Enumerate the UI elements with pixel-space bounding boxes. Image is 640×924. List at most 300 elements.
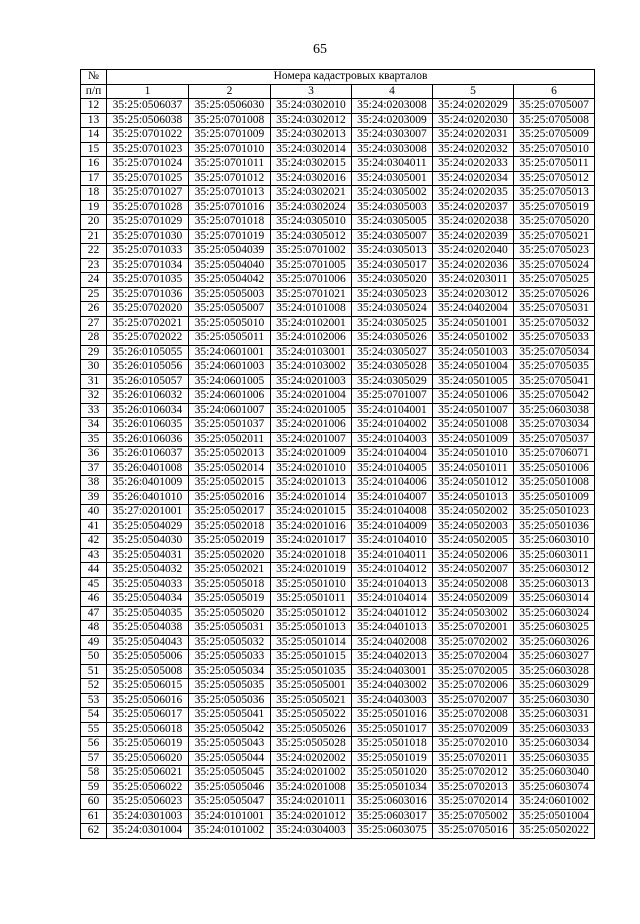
cadastral-number-cell: 35:24:0302015 (271, 157, 352, 172)
row-number-cell: 23 (81, 258, 107, 273)
row-number-cell: 40 (81, 505, 107, 520)
cadastral-number-cell: 35:25:0701002 (271, 244, 352, 259)
table-row (81, 548, 595, 563)
cadastral-number-cell: 35:25:0502017 (189, 505, 271, 520)
cadastral-number-cell: 35:25:0705032 (514, 316, 595, 331)
cadastral-number-cell: 35:25:0505007 (189, 302, 271, 317)
cadastral-number-cell: 35:25:0505003 (189, 287, 271, 302)
cadastral-number-cell: 35:25:0505044 (189, 751, 271, 766)
cadastral-number-cell: 35:24:0104010 (352, 534, 433, 549)
cadastral-number-cell: 35:27:0201001 (107, 505, 189, 520)
cadastral-number-cell: 35:24:0202034 (433, 171, 514, 186)
cadastral-number-cell: 35:25:0603074 (514, 780, 595, 795)
row-number-cell: 31 (81, 374, 107, 389)
cadastral-number-cell: 35:25:0506022 (107, 780, 189, 795)
row-number-cell: 24 (81, 273, 107, 288)
cadastral-number-cell: 35:24:0403002 (352, 679, 433, 694)
cadastral-number-cell: 35:26:0106035 (107, 418, 189, 433)
cadastral-number-cell: 35:24:0402008 (352, 635, 433, 650)
page-number: 65 (313, 42, 327, 57)
cadastral-number-cell: 35:24:0501006 (433, 389, 514, 404)
table-row (81, 519, 595, 534)
cadastral-number-cell: 35:25:0505019 (189, 592, 271, 607)
cadastral-number-cell: 35:25:0505001 (271, 679, 352, 694)
cadastral-number-cell: 35:25:0705026 (514, 287, 595, 302)
cadastral-number-cell: 35:24:0203011 (433, 273, 514, 288)
table-row (81, 403, 595, 418)
cadastral-number-cell: 35:24:0201010 (271, 461, 352, 476)
cadastral-number-cell: 35:24:0305029 (352, 374, 433, 389)
cadastral-number-cell: 35:25:0705034 (514, 345, 595, 360)
table-row (81, 505, 595, 520)
table-row (81, 418, 595, 433)
row-number-cell: 56 (81, 737, 107, 752)
cadastral-number-cell: 35:25:0603027 (514, 650, 595, 665)
row-number-cell: 36 (81, 447, 107, 462)
cadastral-number-cell: 35:25:0501011 (271, 592, 352, 607)
cadastral-number-cell: 35:24:0501001 (433, 316, 514, 331)
cadastral-number-cell: 35:26:0401009 (107, 476, 189, 491)
cadastral-number-cell: 35:24:0201003 (271, 374, 352, 389)
cadastral-number-cell: 35:24:0501004 (433, 360, 514, 375)
row-number-cell: 50 (81, 650, 107, 665)
row-number-cell: 28 (81, 331, 107, 346)
cadastral-number-cell: 35:25:0505008 (107, 664, 189, 679)
cadastral-number-cell: 35:26:0401010 (107, 490, 189, 505)
cadastral-number-cell: 35:25:0701028 (107, 200, 189, 215)
cadastral-number-cell: 35:25:0702001 (433, 621, 514, 636)
row-number-cell: 25 (81, 287, 107, 302)
cadastral-number-cell: 35:25:0505011 (189, 331, 271, 346)
cadastral-number-cell: 35:24:0203009 (352, 113, 433, 128)
cadastral-number-cell: 35:25:0702010 (433, 737, 514, 752)
cadastral-number-cell: 35:24:0502008 (433, 577, 514, 592)
cadastral-number-cell: 35:25:0505042 (189, 722, 271, 737)
cadastral-number-cell: 35:24:0601007 (189, 403, 271, 418)
cadastral-number-cell: 35:24:0102001 (271, 316, 352, 331)
cadastral-number-cell: 35:25:0705010 (514, 142, 595, 157)
cadastral-number-cell: 35:26:0106036 (107, 432, 189, 447)
cadastral-number-cell: 35:25:0504031 (107, 548, 189, 563)
cadastral-number-cell: 35:25:0506037 (107, 99, 189, 114)
cadastral-number-cell: 35:24:0502002 (433, 505, 514, 520)
cadastral-number-cell: 35:25:0705037 (514, 432, 595, 447)
cadastral-number-cell: 35:26:0106037 (107, 447, 189, 462)
row-number-cell: 61 (81, 809, 107, 824)
cadastral-number-cell: 35:24:0502005 (433, 534, 514, 549)
cadastral-number-cell: 35:24:0501010 (433, 447, 514, 462)
cadastral-number-cell: 35:25:0705002 (433, 809, 514, 824)
cadastral-number-cell: 35:25:0702005 (433, 664, 514, 679)
cadastral-number-cell: 35:25:0506017 (107, 708, 189, 723)
cadastral-number-cell: 35:25:0504030 (107, 534, 189, 549)
cadastral-number-cell: 35:24:0303007 (352, 128, 433, 143)
cadastral-number-cell: 35:24:0302010 (271, 99, 352, 114)
row-number-cell: 30 (81, 360, 107, 375)
cadastral-number-cell: 35:24:0202032 (433, 142, 514, 157)
cadastral-number-cell: 35:24:0201013 (271, 476, 352, 491)
row-number-cell: 57 (81, 751, 107, 766)
cadastral-number-cell: 35:25:0501013 (271, 621, 352, 636)
cadastral-number-cell: 35:25:0705041 (514, 374, 595, 389)
cadastral-number-cell: 35:24:0304011 (352, 157, 433, 172)
cadastral-number-cell: 35:25:0603011 (514, 548, 595, 563)
cadastral-number-cell: 35:24:0202033 (433, 157, 514, 172)
cadastral-number-cell: 35:25:0505036 (189, 693, 271, 708)
cadastral-number-cell: 35:25:0505022 (271, 708, 352, 723)
cadastral-number-cell: 35:25:0705035 (514, 360, 595, 375)
cadastral-number-cell: 35:25:0701018 (189, 215, 271, 230)
cadastral-number-cell: 35:25:0603026 (514, 635, 595, 650)
cadastral-number-cell: 35:24:0502003 (433, 519, 514, 534)
column-header-6: 6 (514, 84, 595, 99)
cadastral-number-cell: 35:25:0502021 (189, 563, 271, 578)
table-row (81, 824, 595, 839)
cadastral-number-cell: 35:24:0401013 (352, 621, 433, 636)
cadastral-number-cell: 35:25:0702021 (107, 316, 189, 331)
cadastral-number-cell: 35:25:0701016 (189, 200, 271, 215)
table-row (81, 200, 595, 215)
table-row (81, 708, 595, 723)
cadastral-number-cell: 35:24:0201015 (271, 505, 352, 520)
cadastral-number-cell: 35:25:0504038 (107, 621, 189, 636)
cadastral-number-cell: 35:25:0701010 (189, 142, 271, 157)
cadastral-number-cell: 35:25:0702002 (433, 635, 514, 650)
cadastral-number-cell: 35:25:0603028 (514, 664, 595, 679)
cadastral-number-cell: 35:25:0701006 (271, 273, 352, 288)
row-number-cell: 18 (81, 186, 107, 201)
cadastral-number-cell: 35:25:0502011 (189, 432, 271, 447)
header-row-columns (81, 84, 595, 99)
cadastral-number-cell: 35:24:0101002 (189, 824, 271, 839)
table-row (81, 287, 595, 302)
table-row (81, 635, 595, 650)
cadastral-number-cell: 35:25:0504034 (107, 592, 189, 607)
cadastral-number-cell: 35:25:0702008 (433, 708, 514, 723)
cadastral-number-cell: 35:25:0501037 (189, 418, 271, 433)
cadastral-number-cell: 35:25:0705023 (514, 244, 595, 259)
cadastral-number-cell: 35:24:0201007 (271, 432, 352, 447)
cadastral-number-cell: 35:25:0501012 (271, 606, 352, 621)
cadastral-number-cell: 35:25:0701009 (189, 128, 271, 143)
cadastral-number-cell: 35:25:0701023 (107, 142, 189, 157)
cadastral-number-cell: 35:25:0603035 (514, 751, 595, 766)
row-number-cell: 32 (81, 389, 107, 404)
cadastral-number-cell: 35:24:0402004 (433, 302, 514, 317)
cadastral-number-cell: 35:24:0104008 (352, 505, 433, 520)
cadastral-number-cell: 35:24:0201005 (271, 403, 352, 418)
cadastral-number-cell: 35:24:0103002 (271, 360, 352, 375)
cadastral-number-cell: 35:24:0501012 (433, 476, 514, 491)
cadastral-number-cell: 35:24:0201016 (271, 519, 352, 534)
cadastral-number-cell: 35:25:0505046 (189, 780, 271, 795)
cadastral-number-cell: 35:24:0403001 (352, 664, 433, 679)
row-number-cell: 19 (81, 200, 107, 215)
cadastral-number-cell: 35:24:0101001 (189, 809, 271, 824)
table-body (81, 99, 595, 839)
row-number-cell: 55 (81, 722, 107, 737)
cadastral-number-cell: 35:25:0603075 (352, 824, 433, 839)
cadastral-number-cell: 35:24:0301003 (107, 809, 189, 824)
cadastral-number-cell: 35:25:0506016 (107, 693, 189, 708)
cadastral-number-cell: 35:25:0701013 (189, 186, 271, 201)
cadastral-number-cell: 35:25:0701025 (107, 171, 189, 186)
table-row (81, 432, 595, 447)
cadastral-number-cell: 35:24:0302024 (271, 200, 352, 215)
cadastral-number-cell: 35:25:0504039 (189, 244, 271, 259)
table-row (81, 795, 595, 810)
cadastral-number-cell: 35:24:0103001 (271, 345, 352, 360)
row-number-cell: 49 (81, 635, 107, 650)
cadastral-number-cell: 35:24:0202029 (433, 99, 514, 114)
cadastral-number-cell: 35:25:0506015 (107, 679, 189, 694)
cadastral-number-cell: 35:25:0603034 (514, 737, 595, 752)
table-row (81, 664, 595, 679)
cadastral-number-cell: 35:25:0702007 (433, 693, 514, 708)
cadastral-number-cell: 35:25:0502020 (189, 548, 271, 563)
cadastral-number-cell: 35:24:0104001 (352, 403, 433, 418)
cadastral-number-cell: 35:25:0506021 (107, 766, 189, 781)
cadastral-number-cell: 35:25:0701029 (107, 215, 189, 230)
cadastral-number-cell: 35:25:0501034 (352, 780, 433, 795)
cadastral-number-cell: 35:25:0506018 (107, 722, 189, 737)
cadastral-number-cell: 35:25:0501018 (352, 737, 433, 752)
cadastral-number-cell: 35:24:0201004 (271, 389, 352, 404)
table-row (81, 606, 595, 621)
table-row (81, 737, 595, 752)
table-row (81, 258, 595, 273)
cadastral-number-cell: 35:24:0305023 (352, 287, 433, 302)
row-number-cell: 33 (81, 403, 107, 418)
row-number-cell: 53 (81, 693, 107, 708)
table-row (81, 766, 595, 781)
cadastral-number-cell: 35:24:0305026 (352, 331, 433, 346)
row-number-header (81, 70, 107, 85)
cadastral-number-cell: 35:25:0705031 (514, 302, 595, 317)
row-number-cell: 35 (81, 432, 107, 447)
cadastral-number-cell: 35:24:0104005 (352, 461, 433, 476)
cadastral-number-cell: 35:24:0201012 (271, 809, 352, 824)
table-row (81, 809, 595, 824)
cadastral-number-cell: 35:24:0402013 (352, 650, 433, 665)
column-header-1: 1 (107, 84, 189, 99)
cadastral-number-cell: 35:25:0603040 (514, 766, 595, 781)
cadastral-number-cell: 35:24:0305027 (352, 345, 433, 360)
table-row (81, 157, 595, 172)
cadastral-number-cell: 35:24:0305012 (271, 229, 352, 244)
cadastral-number-cell: 35:24:0104012 (352, 563, 433, 578)
table-row (81, 316, 595, 331)
cadastral-number-cell: 35:25:0502018 (189, 519, 271, 534)
table-row (81, 461, 595, 476)
row-number-cell: 26 (81, 302, 107, 317)
row-number-cell: 51 (81, 664, 107, 679)
cadastral-number-cell: 35:24:0302016 (271, 171, 352, 186)
cadastral-number-cell: 35:26:0105055 (107, 345, 189, 360)
row-number-cell: 37 (81, 461, 107, 476)
cadastral-number-cell: 35:25:0701012 (189, 171, 271, 186)
cadastral-number-cell: 35:25:0502013 (189, 447, 271, 462)
row-number-cell: 39 (81, 490, 107, 505)
cadastral-number-cell: 35:26:0401008 (107, 461, 189, 476)
cadastral-number-cell: 35:24:0104013 (352, 577, 433, 592)
table-row (81, 476, 595, 491)
cadastral-number-cell: 35:25:0706071 (514, 447, 595, 462)
cadastral-number-cell: 35:25:0603017 (352, 809, 433, 824)
table-row (81, 563, 595, 578)
table-row (81, 244, 595, 259)
table-row (81, 751, 595, 766)
table-row (81, 113, 595, 128)
cadastral-number-cell: 35:25:0705020 (514, 215, 595, 230)
cadastral-number-cell: 35:24:0305025 (352, 316, 433, 331)
table-row (81, 345, 595, 360)
cadastral-number-cell: 35:25:0603010 (514, 534, 595, 549)
cadastral-number-cell: 35:24:0203012 (433, 287, 514, 302)
cadastral-number-cell: 35:24:0601003 (189, 360, 271, 375)
cadastral-number-cell: 35:25:0501009 (514, 490, 595, 505)
cadastral-number-cell: 35:24:0202002 (271, 751, 352, 766)
cadastral-number-cell: 35:25:0505010 (189, 316, 271, 331)
cadastral-number-cell: 35:25:0501036 (514, 519, 595, 534)
cadastral-number-cell: 35:24:0501005 (433, 374, 514, 389)
table-row (81, 128, 595, 143)
cadastral-number-cell: 35:25:0504033 (107, 577, 189, 592)
cadastral-number-cell: 35:25:0701035 (107, 273, 189, 288)
table-row (81, 650, 595, 665)
cadastral-number-cell: 35:24:0201018 (271, 548, 352, 563)
cadastral-number-cell: 35:25:0505033 (189, 650, 271, 665)
row-number-cell: 27 (81, 316, 107, 331)
table-row (81, 171, 595, 186)
cadastral-number-cell: 35:24:0104009 (352, 519, 433, 534)
cadastral-number-cell: 35:25:0705012 (514, 171, 595, 186)
cadastral-number-cell: 35:25:0603029 (514, 679, 595, 694)
cadastral-number-cell: 35:25:0501008 (514, 476, 595, 491)
cadastral-number-cell: 35:24:0601005 (189, 374, 271, 389)
cadastral-number-cell: 35:25:0603013 (514, 577, 595, 592)
cadastral-number-cell: 35:24:0305005 (352, 215, 433, 230)
cadastral-number-cell: 35:25:0701033 (107, 244, 189, 259)
cadastral-number-cell: 35:25:0505032 (189, 635, 271, 650)
cadastral-number-cell: 35:25:0506023 (107, 795, 189, 810)
cadastral-number-cell: 35:25:0501019 (352, 751, 433, 766)
cadastral-number-cell: 35:24:0104007 (352, 490, 433, 505)
cadastral-number-cell: 35:25:0603012 (514, 563, 595, 578)
row-number-cell: 46 (81, 592, 107, 607)
cadastral-number-cell: 35:25:0501023 (514, 505, 595, 520)
cadastral-number-cell: 35:25:0702013 (433, 780, 514, 795)
cadastral-number-cell: 35:25:0705021 (514, 229, 595, 244)
row-number-cell: 12 (81, 99, 107, 114)
cadastral-number-cell: 35:24:0501008 (433, 418, 514, 433)
cadastral-number-cell: 35:25:0505028 (271, 737, 352, 752)
cadastral-number-cell: 35:25:0701022 (107, 128, 189, 143)
cadastral-quarters-table (80, 69, 595, 839)
cadastral-number-cell: 35:25:0501004 (514, 809, 595, 824)
cadastral-number-cell: 35:24:0301004 (107, 824, 189, 839)
cadastral-number-cell: 35:24:0305020 (352, 273, 433, 288)
cadastral-number-cell: 35:24:0202031 (433, 128, 514, 143)
cadastral-number-cell: 35:25:0603033 (514, 722, 595, 737)
cadastral-number-cell: 35:24:0501013 (433, 490, 514, 505)
cadastral-number-cell: 35:24:0305028 (352, 360, 433, 375)
cadastral-number-cell: 35:25:0501017 (352, 722, 433, 737)
row-number-cell: 59 (81, 780, 107, 795)
cadastral-number-cell: 35:25:0701005 (271, 258, 352, 273)
row-number-cell: 44 (81, 563, 107, 578)
cadastral-number-cell: 35:24:0202040 (433, 244, 514, 259)
table-row (81, 679, 595, 694)
cadastral-number-cell: 35:25:0705025 (514, 273, 595, 288)
table-row (81, 273, 595, 288)
cadastral-number-cell: 35:25:0501010 (271, 577, 352, 592)
cadastral-number-cell: 35:25:0603016 (352, 795, 433, 810)
row-number-cell: 62 (81, 824, 107, 839)
cadastral-number-cell: 35:25:0701011 (189, 157, 271, 172)
row-number-cell: 58 (81, 766, 107, 781)
row-number-cell: 29 (81, 345, 107, 360)
cadastral-number-cell: 35:25:0603030 (514, 693, 595, 708)
row-number-cell: 38 (81, 476, 107, 491)
row-number-cell: 16 (81, 157, 107, 172)
cadastral-number-cell: 35:25:0504032 (107, 563, 189, 578)
cadastral-number-cell: 35:25:0705013 (514, 186, 595, 201)
cadastral-number-cell: 35:25:0603025 (514, 621, 595, 636)
cadastral-number-cell: 35:26:0105057 (107, 374, 189, 389)
cadastral-number-cell: 35:24:0502007 (433, 563, 514, 578)
cadastral-number-cell: 35:25:0701021 (271, 287, 352, 302)
table-title-header: Номера кадастровых кварталов (107, 70, 595, 85)
cadastral-number-cell: 35:25:0505047 (189, 795, 271, 810)
cadastral-number-cell: 35:24:0202039 (433, 229, 514, 244)
cadastral-number-cell: 35:24:0201011 (271, 795, 352, 810)
cadastral-number-cell: 35:24:0202036 (433, 258, 514, 273)
cadastral-number-cell: 35:25:0701030 (107, 229, 189, 244)
cadastral-number-cell: 35:25:0702011 (433, 751, 514, 766)
row-number-cell: 15 (81, 142, 107, 157)
cadastral-number-cell: 35:25:0505043 (189, 737, 271, 752)
cadastral-number-cell: 35:24:0201008 (271, 780, 352, 795)
row-number-cell: 60 (81, 795, 107, 810)
cadastral-number-cell: 35:25:0505031 (189, 621, 271, 636)
cadastral-number-cell: 35:25:0702006 (433, 679, 514, 694)
cadastral-number-cell: 35:24:0302013 (271, 128, 352, 143)
cadastral-number-cell: 35:25:0701027 (107, 186, 189, 201)
cadastral-number-cell: 35:25:0502022 (514, 824, 595, 839)
row-number-cell: 22 (81, 244, 107, 259)
cadastral-number-cell: 35:25:0702004 (433, 650, 514, 665)
cadastral-number-cell: 35:25:0505006 (107, 650, 189, 665)
row-number-cell: 21 (81, 229, 107, 244)
cadastral-number-cell: 35:25:0705024 (514, 258, 595, 273)
row-number-cell: 17 (81, 171, 107, 186)
column-header-2: 2 (189, 84, 271, 99)
cadastral-number-cell: 35:24:0203008 (352, 99, 433, 114)
cadastral-number-cell: 35:24:0503002 (433, 606, 514, 621)
cadastral-number-cell: 35:24:0201006 (271, 418, 352, 433)
cadastral-number-cell: 35:24:0202038 (433, 215, 514, 230)
row-number-cell: 45 (81, 577, 107, 592)
cadastral-number-cell: 35:24:0304003 (271, 824, 352, 839)
cadastral-number-cell: 35:24:0201017 (271, 534, 352, 549)
cadastral-number-cell: 35:25:0505034 (189, 664, 271, 679)
cadastral-number-cell: 35:24:0305003 (352, 200, 433, 215)
cadastral-number-cell: 35:26:0106034 (107, 403, 189, 418)
row-number-cell: 48 (81, 621, 107, 636)
row-number-cell: 34 (81, 418, 107, 433)
cadastral-number-cell: 35:25:0506030 (189, 99, 271, 114)
